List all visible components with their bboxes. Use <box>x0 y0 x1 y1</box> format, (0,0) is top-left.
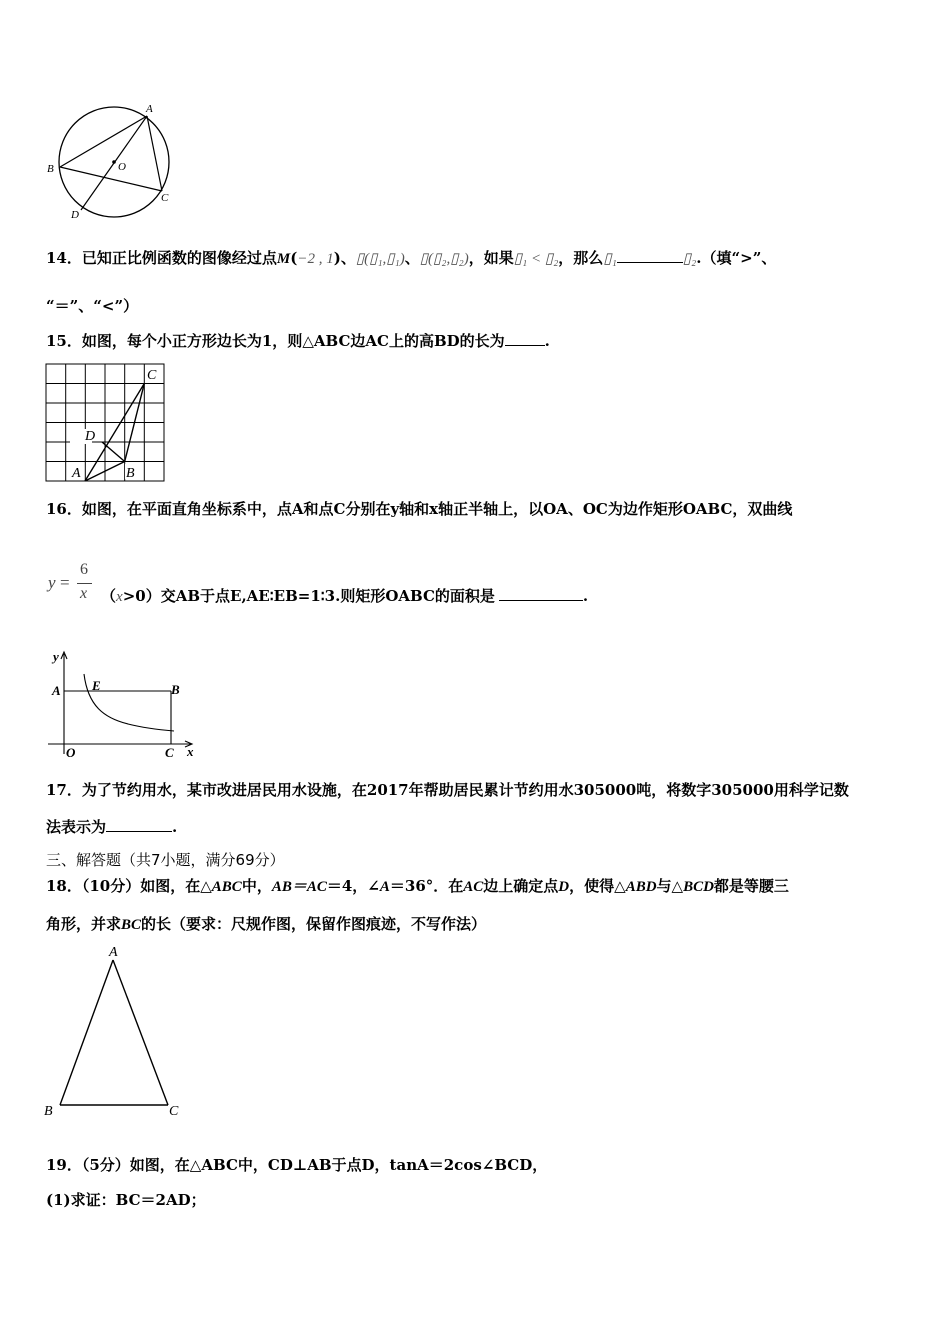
q17-end: . <box>172 818 178 836</box>
q18-eq: AB＝AC <box>271 879 327 895</box>
q15-text: 15．如图，每个小正方形边长为1，则△ABC边AC上的高BD的长为 <box>46 332 505 350</box>
q17-line2-text: 法表示为 <box>46 818 107 836</box>
q14-y2: ▯₂ <box>682 251 697 267</box>
grid-figure <box>44 362 168 484</box>
hyperbola-label-x: x <box>187 744 194 759</box>
q16-eq-denominator: x <box>80 585 88 602</box>
q14-sep: 、 <box>404 249 420 267</box>
q16-end: . <box>582 587 589 605</box>
q18-and: 与△ <box>656 877 684 895</box>
q14-answer-blank[interactable] <box>617 248 683 263</box>
q16-eq-y: y <box>48 573 56 592</box>
hyperbola-label-c: C <box>165 745 174 760</box>
q16-eq-equals: = <box>60 573 70 592</box>
q14-tail-m: )、 <box>333 249 356 267</box>
q18-iso: 都是等腰三 <box>713 877 789 895</box>
triangle-figure <box>40 940 190 1120</box>
q14-point2: ▯(▯₂,▯₂) <box>419 251 469 267</box>
q14-point-m: M <box>276 251 291 267</box>
q16-fraction-bar <box>77 583 92 584</box>
q18-abd: ABD <box>625 879 657 895</box>
q18-bcd: BCD <box>683 879 714 895</box>
q15-answer-blank[interactable] <box>505 331 545 346</box>
grid-label-c: C <box>147 368 157 383</box>
circle-figure <box>44 100 184 224</box>
q14-if: ，如果 <box>468 249 514 267</box>
q16-answer-blank[interactable] <box>499 586 583 601</box>
q18-line1 <box>46 876 789 897</box>
hyperbola-label-y: y <box>53 649 59 664</box>
q14-line2: “＝”、“<”） <box>46 297 139 315</box>
q16-eq-numerator: 6 <box>80 561 88 578</box>
q14-paren-open: ( <box>290 249 298 267</box>
q18-d: D <box>558 879 570 895</box>
triangle-label-c: C <box>169 1104 179 1119</box>
q18-mid: 中， <box>241 877 272 895</box>
triangle-label-a: A <box>109 945 118 960</box>
q14-condition: ▯₁ < ▯₂ <box>513 251 559 267</box>
q18-side: 边上确定点 <box>483 877 559 895</box>
q18-line2 <box>46 914 486 935</box>
hyperbola-figure <box>44 646 204 762</box>
hyperbola-label-b: B <box>171 682 180 697</box>
grid-label-d: D <box>85 429 96 444</box>
circle-label-b: B <box>47 163 54 175</box>
circle-label-d: D <box>71 209 79 221</box>
q16-cond-rest: >0）交AB于点E,AE∶EB=1∶3.则矩形OABC的面积是 <box>122 587 495 605</box>
hyperbola-label-e: E <box>92 678 101 693</box>
q14-y1: ▯₁ <box>603 251 617 267</box>
q14-then: ，那么 <box>558 249 604 267</box>
section-3-header: 三、解答题（共7小题，满分69分） <box>46 851 285 869</box>
q14-coord-m: −2 , 1 <box>297 251 334 267</box>
q14-intro: 14．已知正比例函数的图像经过点 <box>46 249 277 267</box>
q16-cond-x: x <box>116 589 123 605</box>
q18-angle: ＝36°．在 <box>389 877 464 895</box>
q18-line2-post: 的长（要求：尺规作图，保留作图痕迹，不写作法） <box>141 915 487 933</box>
q15-line <box>46 331 550 351</box>
q18-pre: 18．（10分）如图，在△ <box>46 877 212 895</box>
q15-end: . <box>544 332 550 350</box>
triangle-label-b: B <box>44 1104 53 1119</box>
grid-label-b: B <box>126 466 135 481</box>
q18-ac: AC <box>463 879 484 895</box>
hyperbola-label-a: A <box>52 683 61 698</box>
q17-answer-blank[interactable] <box>106 817 172 832</box>
q14-end: .（填“>”、 <box>696 249 777 267</box>
q18-make: ，使得△ <box>569 877 626 895</box>
q16-cond-open: （ <box>101 587 117 605</box>
circle-label-a: A <box>146 103 153 115</box>
q17-line1: 17．为了节约用水，某市改进居民用水设施，在2017年帮助居民累计节约用水305000吨，将数字305000用科学记数 <box>46 781 849 799</box>
circle-label-o: O <box>118 161 126 173</box>
q18-abc: ABC <box>211 879 242 895</box>
q17-line2 <box>46 817 177 837</box>
q19-line2: (1)求证：BC＝2AD； <box>46 1191 206 1209</box>
q16-line2 <box>101 586 588 607</box>
circle-label-c: C <box>161 192 169 204</box>
hyperbola-label-o: O <box>66 745 76 760</box>
q18-angle-a: A <box>379 879 390 895</box>
q14-point1: ▯(▯₁,▯₁) <box>355 251 405 267</box>
q18-eq-val: ＝4，∠ <box>326 877 380 895</box>
q19-line1: 19．（5分）如图，在△ABC中，CD⊥AB于点D，tanA＝2cos∠BCD， <box>46 1156 548 1174</box>
q16-line1: 16．如图，在平面直角坐标系中，点A和点C分别在y轴和x轴正半轴上，以OA、OC为边作矩形OABC，双曲线 <box>46 500 793 518</box>
grid-label-a: A <box>72 466 81 481</box>
q18-bc: BC <box>121 917 142 933</box>
q18-line2-pre: 角形，并求 <box>46 915 122 933</box>
q14-line1 <box>46 248 776 269</box>
